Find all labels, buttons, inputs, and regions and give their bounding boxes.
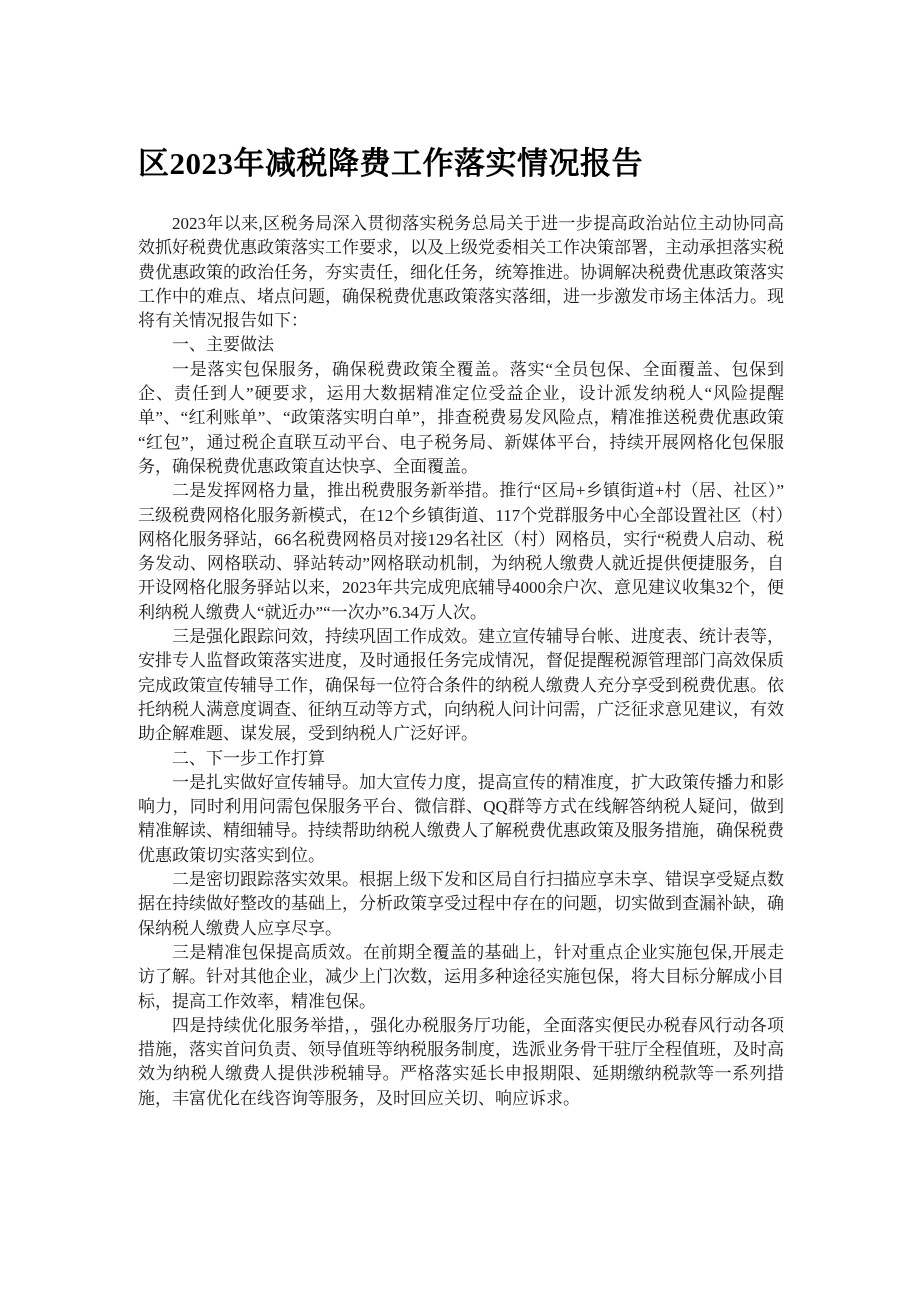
section-heading-1: 一、主要做法 [172, 335, 274, 355]
paragraph-plan-4: 四是持续优化服务举措，，强化办税服务厅功能，全面落实便民办税春风行动各项措施，落实首问负责、领导值班等纳税服务制度，选派业务骨干驻厅全程值班，及时高效为纳税人缴费人提供涉税辅导。严格落实延长申报期限、延期缴纳税款等一系列措施，丰富优化在线咨询等服务，及时回应关切、响应诉求。 [138, 1015, 784, 1108]
paragraph-plan-2: 二是密切跟踪落实效果。根据上级下发和区局自行扫描应享未享、错误享受疑点数据在持续做好整改的基础上，分析政策享受过程中存在的问题，切实做到查漏补缺，确保纳税人缴费人应享尽享。 [138, 870, 784, 938]
paragraph-measure-3: 三是强化跟踪问效，持续巩固工作成效。建立宣传辅导台帐、进度表、统计表等，安排专人监督政策落实进度，及时通报任务完成情况，督促提醒税源管理部门高效保质完成政策宣传辅导工作，确保每一位符合条件的纳税人缴费人充分享受到税费优惠。依托纳税人满意度调查、征纳互动等方式，向纳税人问计问需，广泛征求意见建议，有效助企解难题、谋发展，受到纳税人广泛好评。 [138, 627, 784, 744]
paragraph-intro: 2023年以来,区税务局深入贯彻落实税务总局关于进一步提高政治站位主动协同高效抓好税费优惠政策落实工作要求，以及上级党委相关工作决策部署，主动承担落实税费优惠政策的政治任务，夯实责任，细化任务，统筹推进。协调解决税费优惠政策落实工作中的难点、堵点问题，确保税费优惠政策落实落细，进一步激发市场主体活力。现将有关情况报告如下： [138, 214, 784, 331]
paragraph-plan-1: 一是扎实做好宣传辅导。加大宣传力度，提高宣传的精准度，扩大政策传播力和影响力，同时利用问需包保服务平台、微信群、QQ群等方式在线解答纳税人疑问，做到精准解读、精细辅导。持续帮助纳税人缴费人了解税费优惠政策及服务措施，确保税费优惠政策切实落实到位。 [138, 772, 784, 865]
paragraph-measure-2: 二是发挥网格力量，推出税费服务新举措。推行“区局+乡镇街道+村（居、社区）”三级税费网格化服务新模式，在12个乡镇街道、117个党群服务中心全部设置社区（村）网格化服务驿站，66名税费网格员对接129名社区（村）网格员，实行“税费人启动、税务发动、网格联动、驿站转动”网格联动机制，为纳税人缴费人就近提供便捷服务，自开设网格化服务驿站以来，2023年共完成兜底辅导4000余户次、意见建议收集32个，便利纳税人缴费人“就近办”“一次办”6.34万人次。 [138, 481, 784, 622]
document-content [138, 142, 784, 1111]
document-title: 区2023年减税降费工作落实情况报告 [138, 146, 643, 181]
paragraph-measure-1: 一是落实包保服务，确保税费政策全覆盖。落实“全员包保、全面覆盖、包保到企、责任到人”硬要求，运用大数据精准定位受益企业，设计派发纳税人“风险提醒单”、“红利账单”、“政策落实明白单”，排查税费易发风险点，精准推送税费优惠政策“红包”，通过税企直联互动平台、电子税务局、新媒体平台，持续开展网格化包保服务，确保税费优惠政策直达快享、全面覆盖。 [138, 359, 784, 476]
paragraph-plan-3: 三是精准包保提高质效。在前期全覆盖的基础上，针对重点企业实施包保,开展走访了解。针对其他企业，减少上门次数，运用多种途径实施包保，将大目标分解成小目标，提高工作效率，精准包保。 [138, 942, 784, 1011]
section-heading-2: 二、下一步工作打算 [172, 748, 325, 768]
